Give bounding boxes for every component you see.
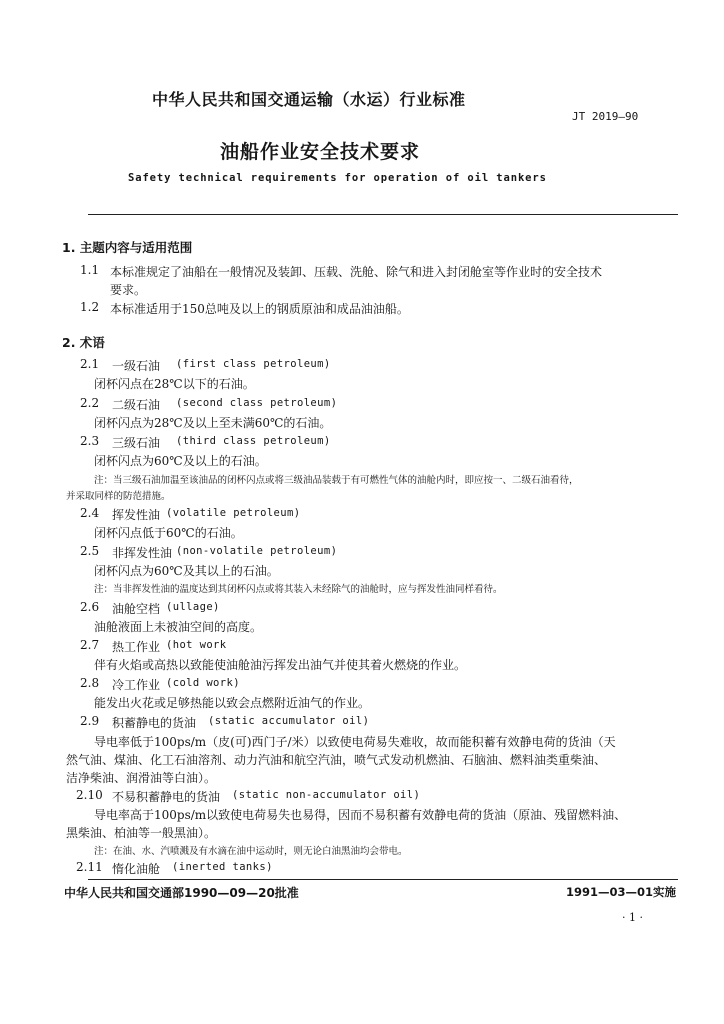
- clause-1-1-text-cont: 要求。: [110, 283, 147, 297]
- standard-category-title: 中华人民共和国交通运输（水运）行业标准: [152, 90, 466, 109]
- term-2-1-definition: 闭杯闪点在28℃以下的石油。: [94, 377, 255, 391]
- term-2-10-english: (static non-accumulator oil): [232, 789, 421, 801]
- term-2-7-english: (hot work: [166, 639, 227, 651]
- term-2-10-definition-cont: 黑柴油、柏油等一般黑油）。: [66, 826, 217, 840]
- term-2-11-english: (inerted tanks): [172, 861, 273, 873]
- page-number: · 1 ·: [622, 911, 643, 924]
- term-2-11-name: 惰化油舱: [112, 862, 161, 876]
- term-2-9-number: 2.9: [80, 714, 100, 728]
- term-2-7-name: 热工作业: [112, 640, 161, 654]
- term-2-6-number: 2.6: [80, 600, 100, 614]
- term-2-8-definition: 能发出火花或足够热能以致会点燃附近油气的作业。: [94, 696, 371, 710]
- standard-number: JT 2019—90: [572, 110, 639, 123]
- term-2-3-note: 注：当三级石油加温至该油品的闭杯闪点或将三级油品装载于有可燃性气体的油舱内时，即应按一、二级石油看待，: [94, 475, 579, 486]
- term-2-6-definition: 油舱液面上未被油空间的高度。: [94, 620, 263, 634]
- section-2-heading: 2. 术语: [62, 335, 105, 350]
- term-2-2-name: 二级石油: [112, 398, 161, 412]
- term-2-1-english: (first class petroleum): [176, 358, 331, 370]
- term-2-9-definition-cont-2: 洁净柴油、润滑油等白油）。: [66, 771, 217, 785]
- term-2-1-number: 2.1: [80, 357, 100, 371]
- term-2-3-number: 2.3: [80, 434, 100, 448]
- term-2-5-name: 非挥发性油: [112, 546, 173, 560]
- term-2-10-number: 2.10: [76, 788, 103, 802]
- term-2-4-number: 2.4: [80, 506, 100, 520]
- footer-divider: [88, 879, 678, 880]
- section-1-heading: 1. 主题内容与适用范围: [62, 240, 193, 255]
- term-2-4-name: 挥发性油: [112, 508, 161, 522]
- term-2-7-definition: 伴有火焰或高热以致能使油舱油污挥发出油气并使其着火燃烧的作业。: [94, 658, 467, 672]
- document-subtitle-english: Safety technical requirements for operation of oil tankers: [128, 172, 547, 184]
- header-divider: [88, 214, 678, 215]
- clause-1-2-text: 本标准适用于150总吨及以上的钢质原油和成品油油船。: [110, 302, 409, 316]
- term-2-11-number: 2.11: [76, 860, 103, 874]
- term-2-10-definition: 导电率高于100ps/m以致使电荷易失也易得，因而不易积蓄有效静电荷的货油（原油、残留燃料油、: [94, 808, 627, 822]
- term-2-1-name: 一级石油: [112, 359, 161, 373]
- clause-1-2-number: 1.2: [80, 300, 100, 314]
- term-2-3-definition: 闭杯闪点为60℃及以上的石油。: [94, 454, 267, 468]
- term-2-5-english: (non-volatile petroleum): [176, 545, 338, 557]
- clause-1-1-number: 1.1: [80, 263, 100, 277]
- term-2-9-english: (static accumulator oil): [208, 715, 370, 727]
- term-2-2-definition: 闭杯闪点为28℃及以上至未满60℃的石油。: [94, 416, 332, 430]
- term-2-9-definition: 导电率低于100ps/m（皮(可)西门子/米）以致使电荷易失难收，故而能积蓄有效静电荷的货油（天: [94, 735, 616, 749]
- effective-date: 1991—03—01实施: [566, 885, 677, 899]
- term-2-8-english: (cold work): [166, 677, 240, 689]
- term-2-2-english: (second class petroleum): [176, 397, 338, 409]
- term-2-9-definition-cont: 然气油、煤油、化工石油溶剂、动力汽油和航空汽油，喷气式发动机燃油、石脑油、燃料油类重柴油、: [66, 753, 607, 767]
- term-2-5-note: 注：当非挥发性油的温度达到其闭杯闪点或将其装入未经除气的油舱时，应与挥发性油同样看待。: [94, 584, 503, 595]
- approval-line: 中华人民共和国交通部1990—09—20批准: [64, 886, 299, 900]
- term-2-5-number: 2.5: [80, 544, 100, 558]
- term-2-4-english: (volatile petroleum): [166, 507, 301, 519]
- term-2-5-definition: 闭杯闪点为60℃及其以上的石油。: [94, 564, 279, 578]
- clause-1-1-text: 本标准规定了油船在一般情况及装卸、压载、洗舱、除气和进入封闭舱室等作业时的安全技术: [110, 265, 603, 279]
- term-2-4-definition: 闭杯闪点低于60℃的石油。: [94, 526, 243, 540]
- term-2-2-number: 2.2: [80, 396, 100, 410]
- document-title: 油船作业安全技术要求: [220, 141, 421, 163]
- term-2-8-name: 冷工作业: [112, 678, 161, 692]
- term-2-3-name: 三级石油: [112, 436, 161, 450]
- term-2-6-english: (ullage): [166, 601, 220, 613]
- term-2-3-english: (third class petroleum): [176, 435, 331, 447]
- term-2-6-name: 油舱空档: [112, 602, 161, 616]
- term-2-8-number: 2.8: [80, 676, 100, 690]
- term-2-7-number: 2.7: [80, 638, 100, 652]
- term-2-9-name: 积蓄静电的货油: [112, 716, 197, 730]
- term-2-3-note-cont: 并采取同样的防范措施。: [66, 491, 171, 502]
- term-2-10-note: 注：在油、水、汽喷溅及有水滴在油中运动时，则无论白油黑油均会带电。: [94, 846, 408, 857]
- term-2-10-name: 不易积蓄静电的货油: [112, 790, 221, 804]
